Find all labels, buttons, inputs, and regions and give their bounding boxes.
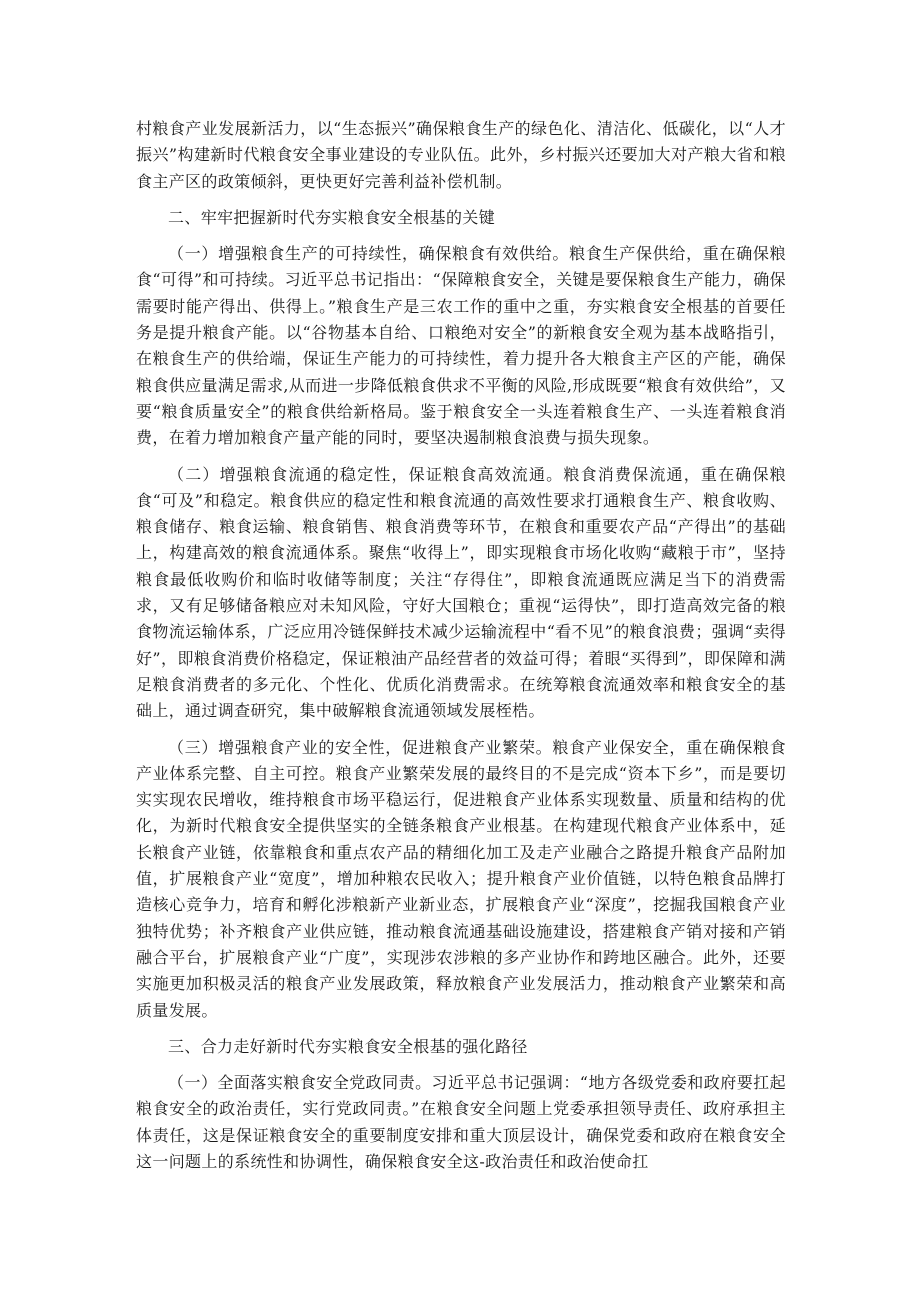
body-paragraph-continued: 村粮食产业发展新活力，以“生态振兴”确保粮食生产的绿色化、清洁化、低碳化，以“人才振兴”构建新时代粮食安全事业建设的专业队伍。此外，乡村振兴还要加大对产粮大省和粮食主产区的政策倾斜，更快更好完善利益补偿机制。: [136, 119, 786, 191]
section-heading-two: 二、牢牢把握新时代夯实粮食安全根基的关键: [168, 207, 496, 227]
body-paragraph-responsibility: （一）全面落实粮食安全党政同责。习近平总书记强调：“地方各级党委和政府要扛起粮食安全的政治责任，实行党政同责。”在粮食安全问题上党委承担领导责任、政府承担主体责任，这是保证粮食安全的重要制度安排和重大顶层设计，确保党委和政府在粮食安全这一问题上的系统性和协调性，确保粮食安全这-政治责任和政治使命扛: [136, 1073, 786, 1171]
body-paragraph-industry: （三）增强粮食产业的安全性，促进粮食产业繁荣。粮食产业保安全，重在确保粮食产业体系完整、自主可控。粮食产业繁荣发展的最终目的不是完成“资本下乡”，而是要切实实现农民增收，维持粮食市场平稳运行，促进粮食产业体系实现数量、质量和结构的优化，为新时代粮食安全提供坚实的全链条粮食产业根基。在构建现代粮食产业体系中，延长粮食产业链，依靠粮食和重点农产品的精细化加工及走产业融合之路提升粮食产品附加值，扩展粮食产业“宽度”，增加种粮农民收入；提升粮食产业价值链，以特色粮食品牌打造核心竞争力，培育和孵化涉粮新产业新业态，扩展粮食产业“深度”，挖掘我国粮食产业独特优势；补齐粮食产业供应链，推动粮食流通基础设施建设，搭建粮食产销对接和产销融合平台，扩展粮食产业“广度”，实现涉农涉粮的多产业协作和跨地区融合。此外，还要实施更加积极灵活的粮食产业发展政策，释放粮食产业发展活力，推动粮食产业繁荣和高质量发展。: [136, 737, 786, 1020]
body-paragraph-production: （一）增强粮食生产的可持续性，确保粮食有效供给。粮食生产保供给，重在确保粮食“可得”和可持续。习近平总书记指出：“保障粮食安全，关键是要保粮食生产能力，确保需要时能产得出、供得上。”粮食生产是三农工作的重中之重，夯实粮食安全根基的首要任务是提升粮食产能。以“谷物基本自给、口粮绝对安全”的新粮食安全观为基本战略指引，在粮食生产的供给端，保证生产能力的可持续性，着力提升各大粮食主产区的产能，确保粮食供应量满足需求,从而进一步降低粮食供求不平衡的风险,形成既要“粮食有效供给”，又要“粮食质量安全”的粮食供给新格局。鉴于粮食安全一头连着粮食生产、一头连着粮食消费，在着力增加粮食产量产能的同时，要坚决遏制粮食浪费与损失现象。: [136, 244, 786, 448]
document-page: [136, 116, 786, 1175]
body-paragraph-circulation: （二）增强粮食流通的稳定性，保证粮食高效流通。粮食消费保流通，重在确保粮食“可及”和稳定。粮食供应的稳定性和粮食流通的高效性要求打通粮食生产、粮食收购、粮食储存、粮食运输、粮食销售、粮食消费等环节，在粮食和重要农产品“产得出”的基础上，构建高效的粮食流通体系。聚焦“收得上”，即实现粮食市场化收购“藏粮于市”，坚持粮食最低收购价和临时收储等制度；关注“存得住”，即粮食流通既应满足当下的消费需求，又有足够储备粮应对未知风险，守好大国粮仓；重视“运得快”，即打造高效完备的粮食物流运输体系，广泛应用冷链保鲜技术减少运输流程中“看不见”的粮食浪费；强调“卖得好”，即粮食消费价格稳定，保证粮油产品经营者的效益可得；着眼“买得到”，即保障和满足粮食消费者的多元化、个性化、优质化消费需求。在统筹粮食流通效率和粮食安全的基础上，通过调查研究，集中破解粮食流通领域发展桎梏。: [136, 464, 786, 721]
section-heading-three: 三、合力走好新时代夯实粮食安全根基的强化路径: [168, 1036, 528, 1056]
